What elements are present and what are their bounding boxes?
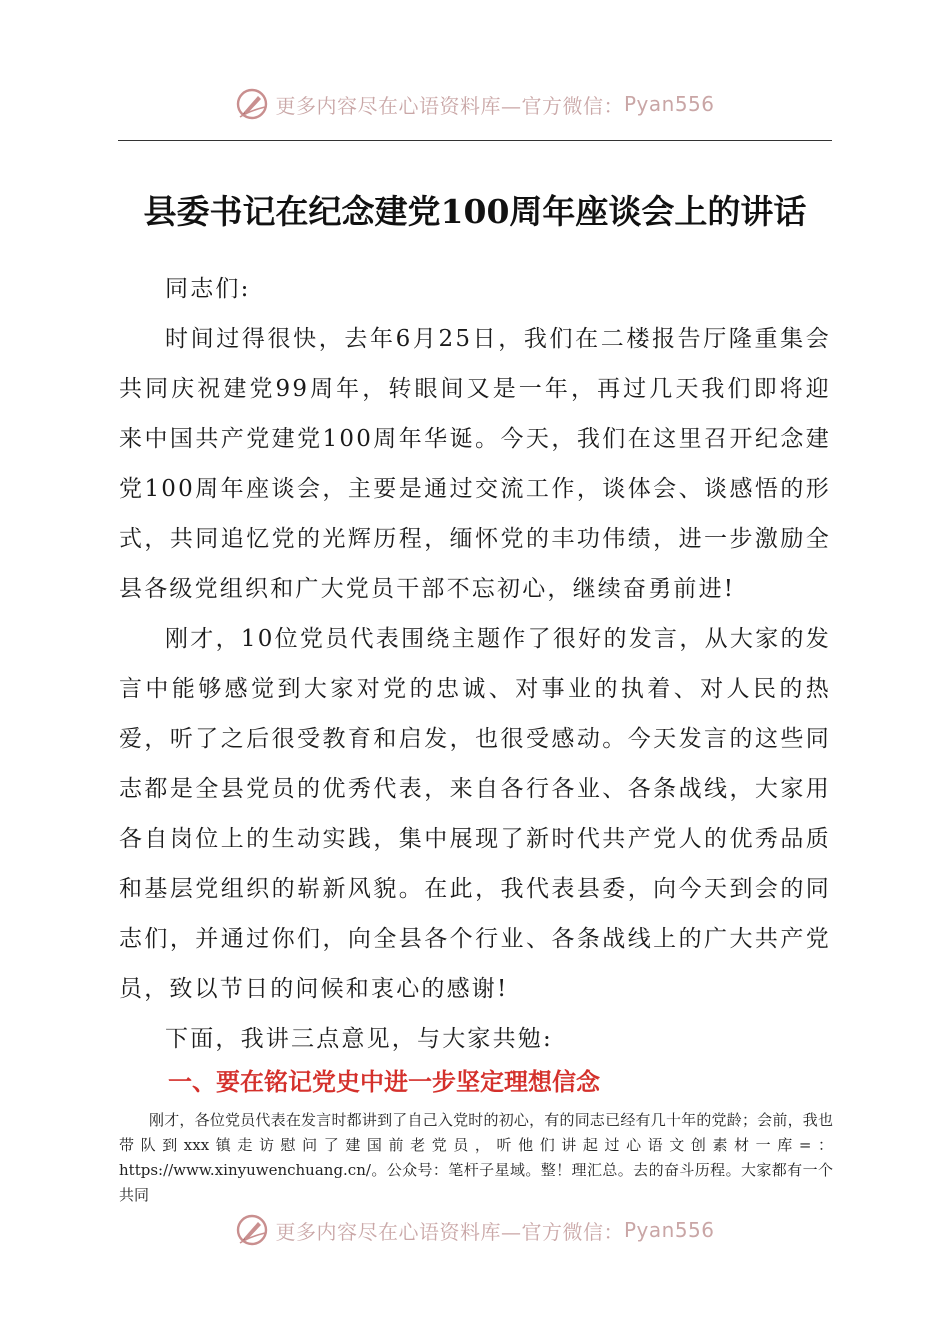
watermark-text: 更多内容尽在心语资料库—官方微信： [275,93,624,118]
watermark-wechat-id: Pyan556 [623,92,715,116]
header-divider [118,140,832,141]
document-body [119,264,831,1064]
small-paragraph: 刚才，各位党员代表在发言时都讲到了自己入党时的初心，有的同志已经有几十年的党龄；会前，我也带队到xxx镇走访慰问了建国前老党员，听他们讲起过心语文创素材一库=：https://www.xinyuwenchuang.cn/。公众号：笔杆子星域。整！理汇总。去的奋斗历程。大家都有一个共同 [119,1111,833,1204]
pen-logo-icon [235,1213,269,1247]
paragraph-2: 刚才，10位党员代表围绕主题作了很好的发言，从大家的发言中能够感觉到大家对党的忠诚、对事业的执着、对人民的热爱，听了之后很受教育和启发，也很受感动。今天发言的这些同志都是全县党员的优秀代表，来自各行各业、各条战线，大家用各自岗位上的生动实践，集中展现了新时代共产党人的优秀品质和基层党组织的崭新风貌。在此，我代表县委，向今天到会的同志们，并通过你们，向全县各个行业、各条战线上的广大共产党员，致以节日的问候和衷心的感谢! [119,626,831,1002]
document-title: 县委书记在纪念建党100周年座谈会上的讲话 [143,192,807,231]
watermark-wechat-id: Pyan556 [623,1218,715,1242]
watermark-header [0,84,950,124]
paragraph-salutation: 同志们: [165,276,251,302]
watermark-text: 更多内容尽在心语资料库—官方微信： [275,1219,624,1244]
paragraph-3: 下面，我讲三点意见，与大家共勉: [165,1026,553,1052]
section-heading: 一、要在铭记党史中进一步坚定理想信念 [168,1068,600,1096]
small-print-section [119,1108,833,1208]
watermark-footer [0,1210,950,1250]
pen-logo-icon [235,87,269,121]
paragraph-1: 时间过得很快，去年6月25日，我们在二楼报告厅隆重集会共同庆祝建党99周年，转眼间又是一年，再过几天我们即将迎来中国共产党建党100周年华诞。今天，我们在这里召开纪念建党100周年座谈会，主要是通过交流工作，谈体会、谈感悟的形式，共同追忆党的光辉历程，缅怀党的丰功伟绩，进一步激励全县各级党组织和广大党员干部不忘初心，继续奋勇前进! [119,326,831,602]
